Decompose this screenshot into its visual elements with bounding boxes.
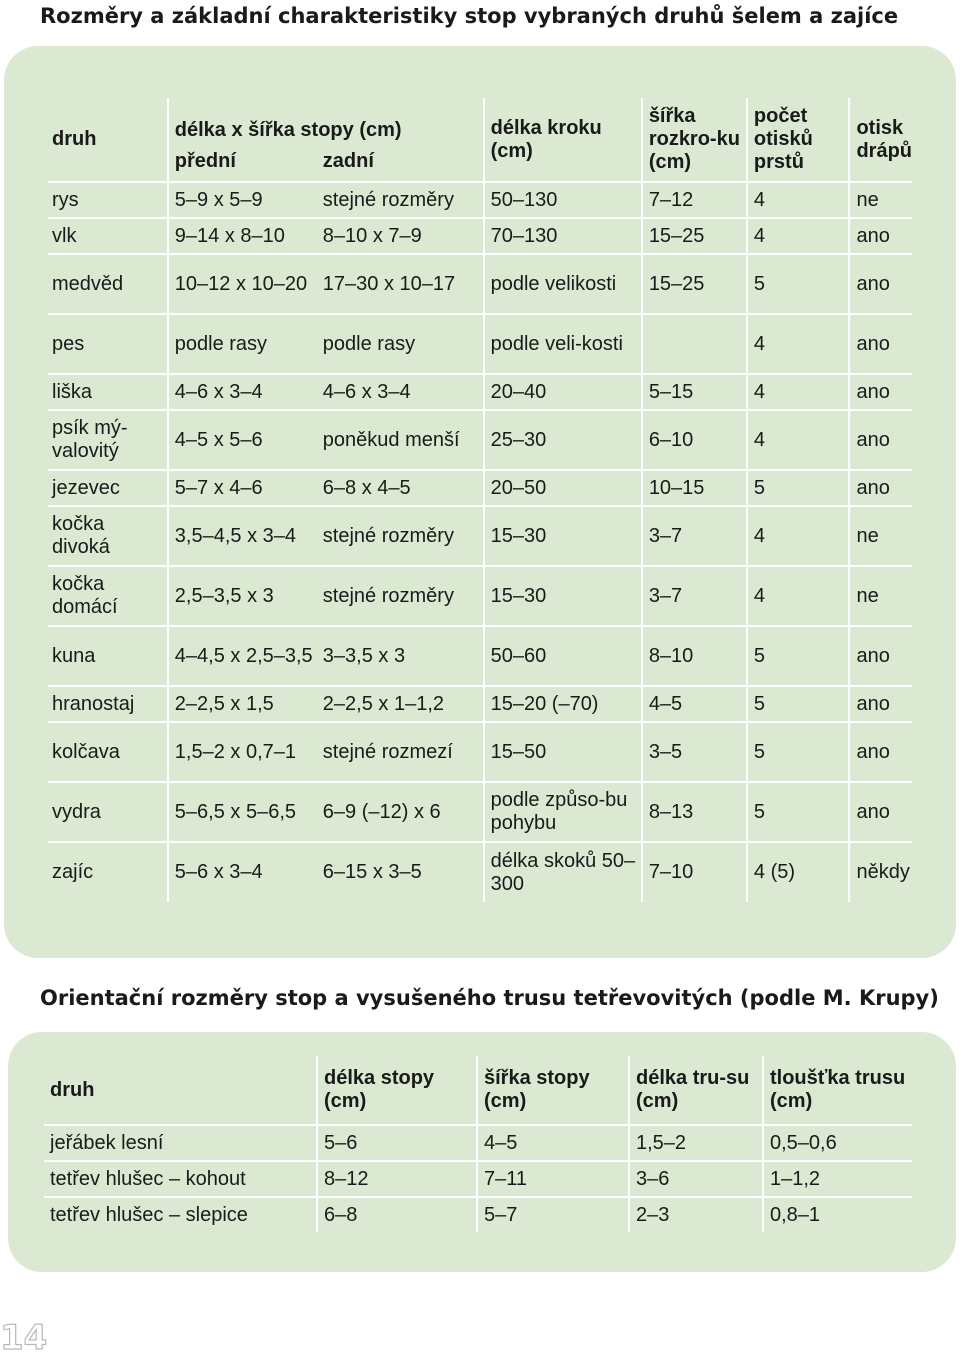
cell-front: podle rasy — [168, 314, 317, 374]
cell-druh: jezevec — [48, 470, 168, 506]
cell-druh: pes — [48, 314, 168, 374]
cell-front: 3,5–4,5 x 3–4 — [168, 506, 317, 566]
cell-rear: 3–3,5 x 3 — [317, 626, 484, 686]
cell-rear: stejné rozmezí — [317, 722, 484, 782]
cell-claws: ano — [849, 782, 912, 842]
cell-width — [642, 314, 747, 374]
cell-toes: 5 — [747, 722, 850, 782]
cell-front: 2,5–3,5 x 3 — [168, 566, 317, 626]
header-druh: druh — [50, 1078, 95, 1101]
cell-width: 10–15 — [642, 470, 747, 506]
cell-step: 15–30 — [484, 506, 642, 566]
cell-druh: zajíc — [48, 842, 168, 902]
table-row — [48, 626, 912, 686]
grouse-tracks-table — [44, 1056, 912, 1232]
cell-druh: hranostaj — [48, 686, 168, 722]
cell-width: 15–25 — [642, 254, 747, 314]
cell-len: 5–6 — [317, 1125, 477, 1161]
cell-druh: kočka domácí — [48, 566, 168, 626]
cell-wid: 5–7 — [477, 1197, 629, 1232]
table-row — [44, 1161, 912, 1197]
table-row — [44, 1125, 912, 1161]
cell-front: 5–9 x 5–9 — [168, 182, 317, 218]
cell-front: 5–6,5 x 5–6,5 — [168, 782, 317, 842]
cell-dlen: 3–6 — [629, 1161, 763, 1197]
cell-step: 25–30 — [484, 410, 642, 470]
table-row — [48, 686, 912, 722]
cell-toes: 5 — [747, 686, 850, 722]
cell-rear: podle rasy — [317, 314, 484, 374]
cell-front: 1,5–2 x 0,7–1 — [168, 722, 317, 782]
cell-toes: 4 — [747, 506, 850, 566]
cell-step: podle veli-kosti — [484, 314, 642, 374]
cell-toes: 4 — [747, 410, 850, 470]
cell-rear: stejné rozměry — [317, 506, 484, 566]
cell-claws: ano — [849, 626, 912, 686]
table-row — [48, 506, 912, 566]
cell-dthick: 0,5–0,6 — [763, 1125, 912, 1161]
cell-toes: 4 (5) — [747, 842, 850, 902]
cell-step: podle velikosti — [484, 254, 642, 314]
cell-druh: kočka divoká — [48, 506, 168, 566]
cell-claws: ano — [849, 374, 912, 410]
cell-druh: kolčava — [48, 722, 168, 782]
header-track-length: délka stopy (cm) — [317, 1056, 477, 1125]
cell-step: 15–30 — [484, 566, 642, 626]
cell-step: 20–40 — [484, 374, 642, 410]
cell-width: 8–13 — [642, 782, 747, 842]
cell-width: 15–25 — [642, 218, 747, 254]
header-width: šířka rozkro-ku (cm) — [642, 98, 747, 182]
cell-claws: ano — [849, 470, 912, 506]
cell-claws: ano — [849, 314, 912, 374]
cell-toes: 5 — [747, 782, 850, 842]
table-row — [48, 314, 912, 374]
cell-rear: 6–9 (–12) x 6 — [317, 782, 484, 842]
cell-dlen: 1,5–2 — [629, 1125, 763, 1161]
cell-claws: ano — [849, 722, 912, 782]
header-toes: počet otisků prstů — [747, 98, 850, 182]
cell-front: 5–7 x 4–6 — [168, 470, 317, 506]
table-row — [48, 182, 912, 218]
cell-step: 15–20 (–70) — [484, 686, 642, 722]
table-row — [48, 374, 912, 410]
cell-rear: 6–8 x 4–5 — [317, 470, 484, 506]
cell-druh: medvěd — [48, 254, 168, 314]
cell-druh: kuna — [48, 626, 168, 686]
page-title: Rozměry a základní charakteristiky stop vybraných druhů šelem a zajíce — [40, 4, 899, 28]
cell-toes: 4 — [747, 314, 850, 374]
cell-step: délka skoků 50–300 — [484, 842, 642, 902]
cell-rear: 6–15 x 3–5 — [317, 842, 484, 902]
cell-width: 4–5 — [642, 686, 747, 722]
cell-druh: rys — [48, 182, 168, 218]
cell-toes: 5 — [747, 254, 850, 314]
cell-druh: tetřev hlušec – kohout — [44, 1161, 317, 1197]
cell-rear: stejné rozměry — [317, 566, 484, 626]
cell-druh: vlk — [48, 218, 168, 254]
header-size: délka x šířka stopy (cm) — [168, 98, 484, 142]
cell-claws: ano — [849, 218, 912, 254]
cell-width: 3–5 — [642, 722, 747, 782]
cell-claws: někdy — [849, 842, 912, 902]
section-title: Orientační rozměry stop a vysušeného trusu tetřevovitých (podle M. Krupy) — [40, 986, 939, 1010]
cell-step: 70–130 — [484, 218, 642, 254]
table-row — [48, 218, 912, 254]
cell-druh: tetřev hlušec – slepice — [44, 1197, 317, 1232]
cell-claws: ano — [849, 410, 912, 470]
cell-toes: 5 — [747, 470, 850, 506]
cell-front: 4–5 x 5–6 — [168, 410, 317, 470]
cell-len: 6–8 — [317, 1197, 477, 1232]
header-druh: druh — [52, 128, 97, 150]
cell-claws: ano — [849, 686, 912, 722]
cell-toes: 4 — [747, 182, 850, 218]
cell-rear: 17–30 x 10–17 — [317, 254, 484, 314]
header-front: přední — [168, 142, 317, 182]
cell-width: 3–7 — [642, 566, 747, 626]
table-row — [48, 566, 912, 626]
cell-wid: 4–5 — [477, 1125, 629, 1161]
cell-claws: ne — [849, 182, 912, 218]
cell-wid: 7–11 — [477, 1161, 629, 1197]
cell-claws: ano — [849, 254, 912, 314]
table-row — [44, 1197, 912, 1232]
header-track-width: šířka stopy (cm) — [477, 1056, 629, 1125]
cell-front: 2–2,5 x 1,5 — [168, 686, 317, 722]
cell-step: 15–50 — [484, 722, 642, 782]
page-number: 14 — [0, 1318, 48, 1358]
cell-width: 8–10 — [642, 626, 747, 686]
table-row — [48, 254, 912, 314]
cell-rear: poněkud menší — [317, 410, 484, 470]
cell-len: 8–12 — [317, 1161, 477, 1197]
cell-druh: liška — [48, 374, 168, 410]
cell-step: podle způso-bu pohybu — [484, 782, 642, 842]
cell-front: 4–4,5 x 2,5–3,5 — [168, 626, 317, 686]
table-row — [48, 842, 912, 902]
cell-rear: 4–6 x 3–4 — [317, 374, 484, 410]
header-rear: zadní — [322, 150, 374, 172]
cell-toes: 5 — [747, 626, 850, 686]
cell-rear: stejné rozměry — [317, 182, 484, 218]
table-row — [48, 722, 912, 782]
cell-toes: 4 — [747, 218, 850, 254]
table-row — [48, 782, 912, 842]
cell-front: 9–14 x 8–10 — [168, 218, 317, 254]
cell-step: 20–50 — [484, 470, 642, 506]
cell-front: 4–6 x 3–4 — [168, 374, 317, 410]
cell-dthick: 1–1,2 — [763, 1161, 912, 1197]
cell-druh: jeřábek lesní — [44, 1125, 317, 1161]
cell-width: 7–10 — [642, 842, 747, 902]
cell-rear: 2–2,5 x 1–1,2 — [317, 686, 484, 722]
header-claws: otisk drápů — [849, 98, 912, 182]
header-dropping-length: délka tru-su (cm) — [629, 1056, 763, 1125]
table-row — [48, 470, 912, 506]
cell-width: 6–10 — [642, 410, 747, 470]
cell-width: 5–15 — [642, 374, 747, 410]
header-dropping-thickness: tloušťka trusu (cm) — [763, 1056, 912, 1125]
carnivore-tracks-table — [48, 98, 912, 902]
cell-rear: 8–10 x 7–9 — [317, 218, 484, 254]
header-step: délka kroku (cm) — [484, 98, 642, 182]
cell-druh: psík mý-valovitý — [48, 410, 168, 470]
cell-front: 10–12 x 10–20 — [168, 254, 317, 314]
cell-step: 50–60 — [484, 626, 642, 686]
cell-druh: vydra — [48, 782, 168, 842]
cell-step: 50–130 — [484, 182, 642, 218]
cell-dthick: 0,8–1 — [763, 1197, 912, 1232]
cell-claws: ne — [849, 566, 912, 626]
cell-toes: 4 — [747, 566, 850, 626]
cell-dlen: 2–3 — [629, 1197, 763, 1232]
table-row — [48, 410, 912, 470]
cell-front: 5–6 x 3–4 — [168, 842, 317, 902]
table-header-row — [48, 98, 912, 142]
cell-width: 7–12 — [642, 182, 747, 218]
cell-width: 3–7 — [642, 506, 747, 566]
cell-toes: 4 — [747, 374, 850, 410]
table-header-row — [44, 1056, 912, 1125]
cell-claws: ne — [849, 506, 912, 566]
